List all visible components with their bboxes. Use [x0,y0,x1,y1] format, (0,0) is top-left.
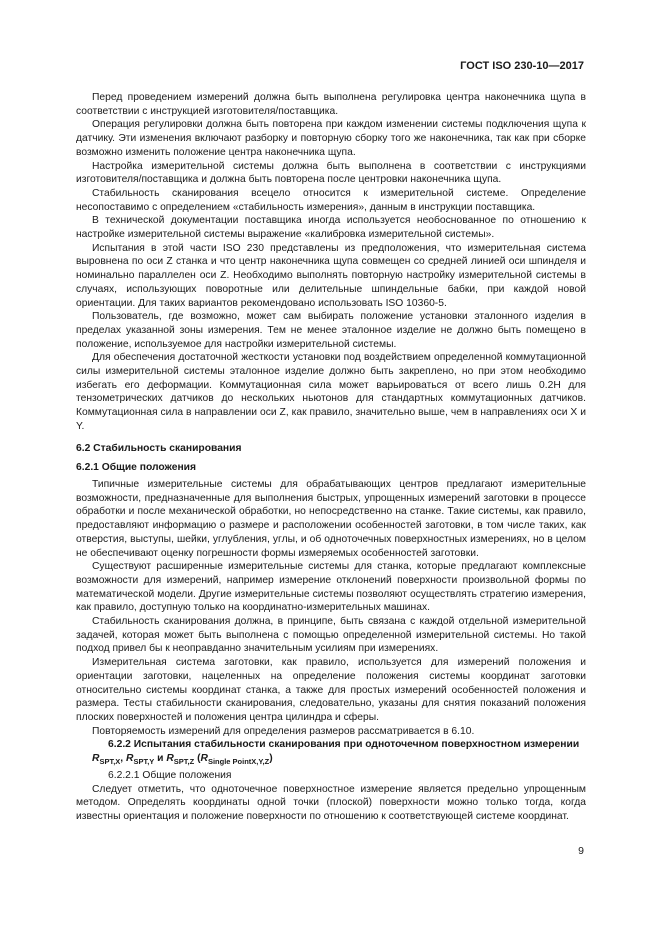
paragraph: Стабильность сканирования всецело относится к измерительной системе. Определение несопоставимо с определением «стабильность измерения», данным в инструкции поставщика. [76,187,586,213]
subscript: SPT,Y [133,757,155,767]
paragraph: Существуют расширенные измерительные системы для станка, которые предлагают комплексные возможности для измерений, например измерение отклонений поверхности произвольной формы по математической модели. Другие измерительные системы позволяют осуществлять стратегию измерения, как правило, доступную только на координатно-измерительных машинах. [76,561,586,614]
paragraph: Для обеспечения достаточной жесткости установки под воздействием определенной коммутационной силы измерительной системы эталонное изделие должно быть закреплено, но при этом необходимо избегать его деформации. Коммутационная сила может варьироваться от всего лишь 0.2Н для тензометрических датчиков до нескольких ньютонов для стандартных коммутационных датчиков. Коммутационная сила в направлении оси Z, как правило, значительно выше, чем в направлениях оси X и Y. [76,352,586,432]
section-heading-6-2: 6.2 Стабильность сканирования [76,442,242,454]
paragraph: Настройка измерительной системы должна быть выполнена в соответствии с инструкциями изготовителя/поставщика и должна быть повторена после центровки наконечника щупа. [76,160,586,186]
paragraph: Стабильность сканирования должна, в принципе, быть связана с каждой отдельной измерительной задачей, которая может быть выполнена с помощью определенной измерительной системы. Но такой подход привел бы к неоправданно значительным усилиям при измерениях. [76,616,586,655]
symbol-r: R [126,753,134,765]
paragraph: Повторяемость измерений для определения размеров рассматривается в 6.10. [92,725,475,737]
paragraph: Следует отметить, что одноточечное поверхностное измерение является предельно упрощенным методом. Определять координаты одной точки (плоской) поверхности можно только тогда, когда известны ориентация и положение поверхности по отношению к соответствующей системе координат. [76,783,586,822]
paragraph: Операция регулировки должна быть повторена при каждом изменении системы подключения щупа к датчику. Эти изменения включают разборку и повторную сборку того же наконечника, так как при сборке возможно изменить положение центра наконечника щупа. [76,119,586,158]
document-body [76,91,586,824]
document-header: ГОСТ ISO 230-10—2017 [460,60,584,72]
separator: ) [269,753,273,765]
paragraph: В технической документации поставщика иногда используется необоснованное по отношению к настройке измерительной системы выражение «калибровка измерительной системы». [76,215,586,241]
paragraph: Типичные измерительные системы для обрабатывающих центров предлагают измерительные возможности, предназначенные для выполнения быстрых, упрощенных измерений заготовки в процессе обработки и после механической обработки, но непосредственно на станке. Такие системы, как правило, предоставляют информацию о размере и расположении особенностей заготовки, в том числе таких, как отверстия, выступы, шейки, углубления, углы, и об одноточечных поверхностных измерениях, но в целом не обеспечивают оценку погрешности формы измеряемых особенностей заготовки. [76,478,586,559]
page-number: 9 [578,845,584,857]
section-heading-6-2-1: 6.2.1 Общие положения [76,462,196,474]
subscript: SPT,X [99,757,121,767]
separator: ( [194,753,201,765]
paragraph: Перед проведением измерений должна быть выполнена регулировка центра наконечника щупа в соответствии с инструкцией изготовителя/поставщика. [76,92,586,117]
paragraph: Пользователь, где возможно, может сам выбирать положение установки эталонного изделия в пределах указанной зоны измерения. Тем не менее эталонное изделие не должно быть помещено в положение, используемое для настройки измерительной системы. [76,311,586,350]
symbol-r: R [200,753,208,765]
paragraph: Измерительная система заготовки, как правило, используется для измерений положения и ориентации заготовки, нацеленных на определение положения системы координат заготовки относительно системы координат станка, а также для простых измерений особенностей положения и размера. Тесты стабильности сканирования, следовательно, указаны для снятия показаний положения плоских поверхностей и положения центра цилиндра и сферы. [76,657,586,723]
section-heading-6-2-2: 6.2.2 Испытания стабильности сканирования при одноточечном поверхностном измерении [108,739,580,751]
section-heading-6-2-2-symbols [76,752,586,769]
separator: , [120,753,127,765]
subscript: SPT,Z [173,757,195,767]
symbol-r: R [166,753,174,765]
symbol-r: R [92,753,100,765]
separator: и [154,753,167,765]
section-heading-6-2-2-1: 6.2.2.1 Общие положения [108,769,232,781]
subscript: Single PointX,Y,Z [207,757,270,767]
paragraph: Испытания в этой части ISO 230 представлены из предположения, что измерительная система выровнена по оси Z станка и что центр наконечника щупа совмещен со средней линией оси шпинделя и номинально параллелен оси Z. Необходимо выполнять повторную настройку измерительной системы в случаях, использующих поворотные или делительные шпиндельные бабки, при каждой новой ориентации. Для таких вариантов рекомендовано использовать ISO 10360-5. [76,242,586,309]
